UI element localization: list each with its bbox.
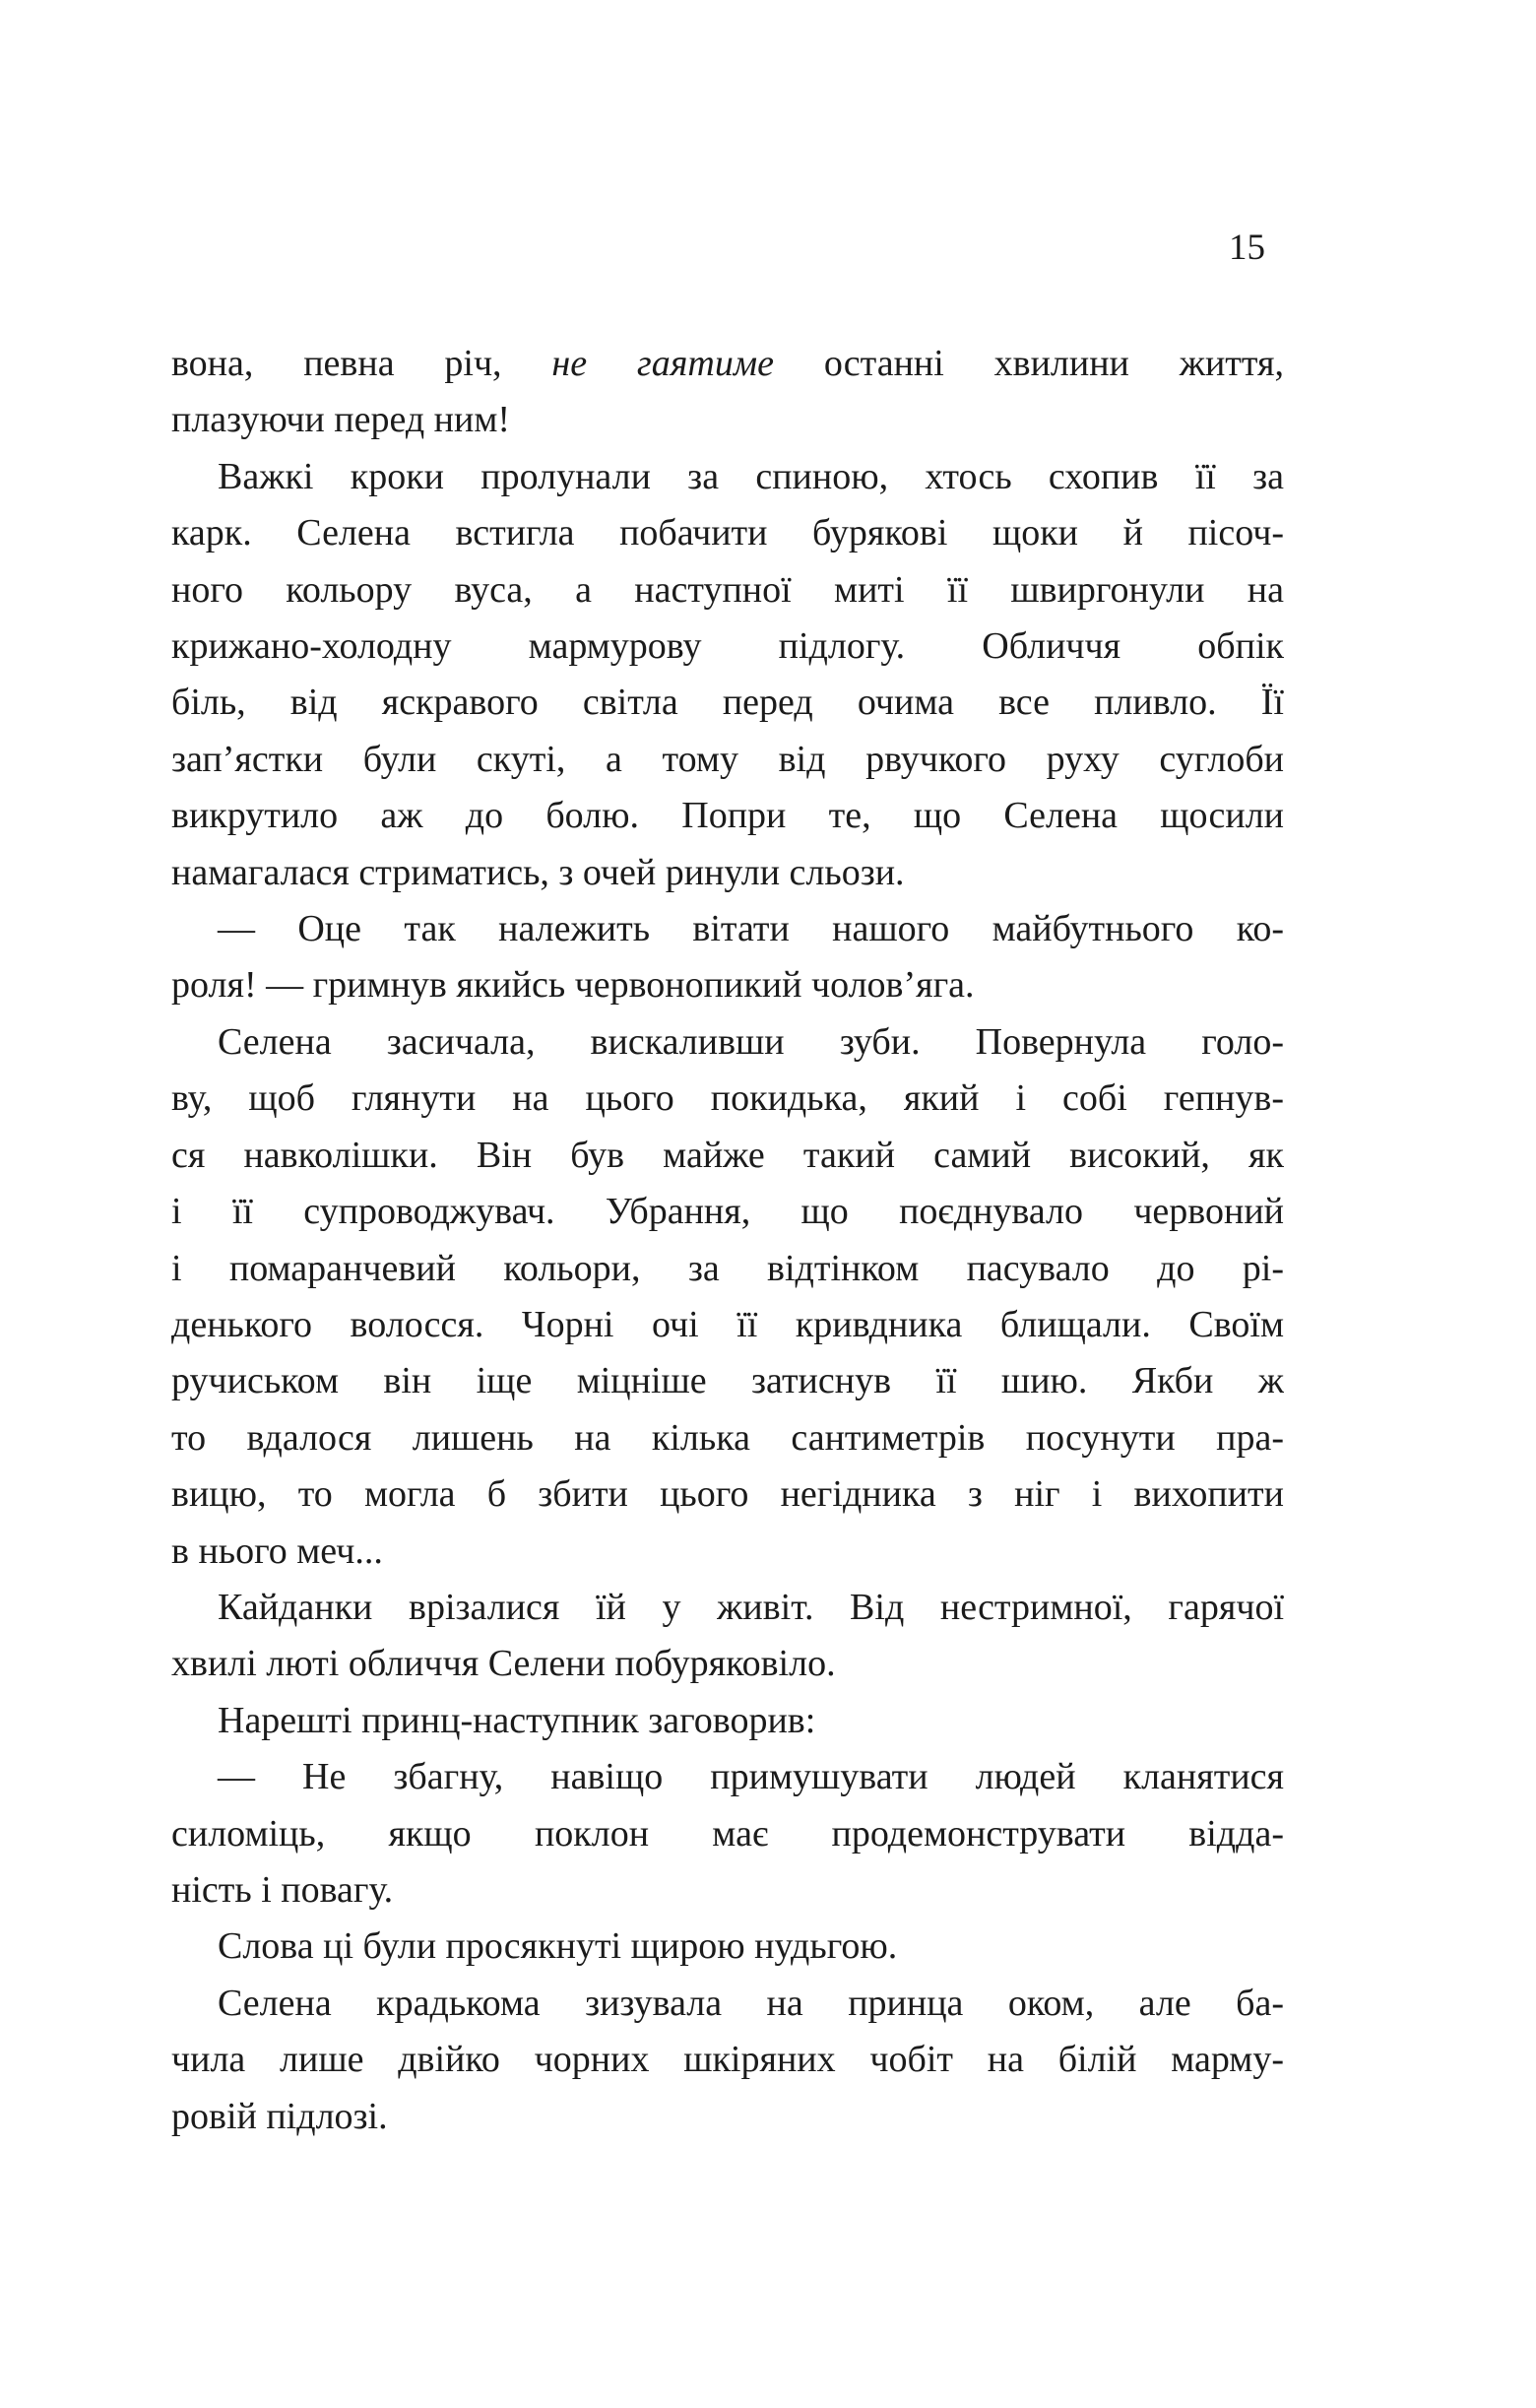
text-line — [171, 1128, 1284, 1184]
text-segment: ровій підлозі. — [171, 2095, 388, 2137]
text-segment: чила лише двійко чорних шкіряних чобіт на білій марму- — [171, 2039, 1284, 2081]
text-segment: ного кольору вуса, а наступної миті її швиргонули на — [171, 568, 1284, 611]
text-line — [171, 1919, 1284, 1975]
text-segment: і помаранчевий кольори, за відтінком пасувало до рі- — [171, 1247, 1284, 1289]
text-segment: роля! — гримнув якийсь червонопикий чолов’яга. — [171, 964, 975, 1007]
text-line — [171, 1524, 1284, 1580]
text-line — [171, 618, 1284, 675]
text-segment: плазуючи перед ним! — [171, 399, 511, 441]
text-segment: хвилі люті обличчя Селени побуряковіло. — [171, 1643, 836, 1685]
text-line — [171, 1241, 1284, 1297]
text-segment: ність і повагу. — [171, 1868, 394, 1911]
text-line — [171, 1184, 1284, 1240]
text-segment: денького волосся. Чорні очі її кривдника блищали. Своїм — [171, 1303, 1284, 1345]
text-segment: вона, певна річ, — [171, 343, 552, 384]
text-segment: ву, щоб глянути на цього покидька, який і собі гепнув- — [171, 1077, 1284, 1120]
text-line — [171, 2032, 1284, 2088]
text-line — [171, 1297, 1284, 1353]
text-line — [171, 1749, 1284, 1805]
text-line — [171, 1976, 1284, 2032]
text-segment: то вдалося лишень на кілька сантиметрів посунути пра- — [171, 1416, 1284, 1459]
text-segment: біль, від яскравого світла перед очима все пливло. Її — [171, 682, 1284, 724]
text-segment: силоміць, якщо поклон має продемонструвати відда- — [171, 1812, 1284, 1855]
text-line — [171, 1862, 1284, 1919]
text-line — [171, 1014, 1284, 1071]
body-text — [171, 336, 1284, 2145]
text-line — [171, 901, 1284, 957]
text-line — [171, 392, 1284, 448]
text-segment: — Оце так належить вітати нашого майбутнього ко- — [218, 908, 1284, 950]
text-segment: зап’ястки були скуті, а тому від рвучкого руху суглоби — [171, 738, 1284, 780]
text-segment: викрутило аж до болю. Попри те, що Селена щосили — [171, 795, 1284, 837]
text-line — [171, 1410, 1284, 1466]
text-line — [171, 1693, 1284, 1749]
text-line — [171, 788, 1284, 844]
text-line — [171, 1071, 1284, 1127]
text-segment: ся навколішки. Він був майже такий самий високий, як — [171, 1134, 1284, 1176]
text-segment: намагалася стриматись, з очей ринули сльози. — [171, 851, 905, 893]
text-line — [171, 2089, 1284, 2145]
text-segment: в нього меч... — [171, 1529, 383, 1572]
text-segment: останні хвилини життя, — [774, 343, 1284, 384]
text-segment: вицю, то могла б збити цього негідника з ніг і вихопити — [171, 1473, 1284, 1516]
text-line — [171, 732, 1284, 788]
text-segment: Важкі кроки пролунали за спиною, хтось схопив її за — [218, 455, 1284, 497]
text-line — [171, 1636, 1284, 1692]
text-segment: — Не збагну, навіщо примушувати людей кланятися — [218, 1756, 1284, 1798]
text-line — [171, 845, 1284, 901]
text-line — [171, 1580, 1284, 1636]
text-segment: Кайданки врізалися їй у живіт. Від нестримної, гарячої — [218, 1586, 1284, 1628]
text-line — [171, 505, 1284, 561]
text-segment: Слова ці були просякнуті щирою нудьгою. — [218, 1925, 898, 1968]
text-line — [171, 449, 1284, 505]
text-segment: Селена засичала, вискаливши зуби. Повернула голо- — [218, 1020, 1284, 1063]
text-line — [171, 336, 1284, 392]
text-line — [171, 957, 1284, 1013]
text-segment: карк. Селена встигла побачити бурякові щоки й пісоч- — [171, 512, 1284, 554]
text-line — [171, 675, 1284, 731]
text-segment: ручиськом він іще міцніше затиснув її шию. Якби ж — [171, 1360, 1284, 1402]
text-segment: і її супроводжувач. Убрання, що поєднувало червоний — [171, 1191, 1284, 1233]
text-segment: Селена крадькома зизувала на принца оком, але ба- — [218, 1982, 1284, 2024]
text-segment-italic: не гаятиме — [551, 343, 774, 384]
page-number: 15 — [1229, 228, 1265, 268]
text-line — [171, 562, 1284, 618]
text-line — [171, 1353, 1284, 1409]
text-segment: крижано-холодну мармурову підлогу. Обличчя обпік — [171, 625, 1284, 668]
text-line — [171, 1806, 1284, 1862]
text-line — [171, 1466, 1284, 1523]
text-segment: Нарешті принц-наступник заговорив: — [218, 1699, 816, 1741]
